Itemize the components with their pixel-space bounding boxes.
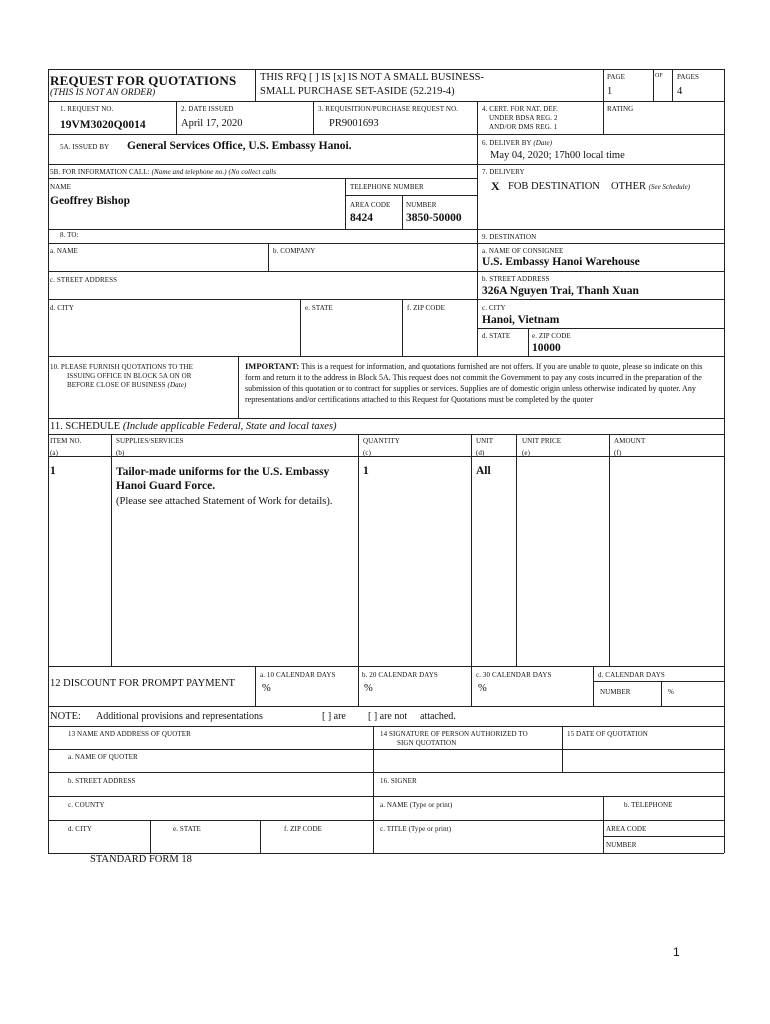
rule [300,299,301,356]
rule [48,299,724,300]
signer-phone-label: b. TELEPHONE [624,801,673,809]
telephone-label: TELEPHONE NUMBER [350,183,424,191]
col-supplies-sub: (b) [116,449,125,457]
to-street-label: c. STREET ADDRESS [50,276,118,284]
important-notice [245,361,715,405]
contact-name-label: NAME [50,183,72,191]
line-item-description: Tailor-made uniforms for the U.S. Embassy Hanoi Guard Force. [116,466,330,492]
rule [48,726,724,727]
signature-label-1: 14 SIGNATURE OF PERSON AUTHORIZED TO [380,730,528,738]
info-call-label-text: 5B. FOR INFORMATION CALL: [50,168,150,176]
contact-name: Geoffrey Bishop [50,195,130,207]
furnish-line3 [67,381,186,389]
rule [528,328,529,356]
dest-zip-label: e. ZIP CODE [532,332,571,340]
area-code: 8424 [350,212,373,224]
rule [48,418,724,419]
pages-label: PAGES [677,73,700,81]
rule [672,69,673,101]
rule [176,101,177,134]
rule [358,666,359,706]
discount-30-label: c. 30 CALENDAR DAYS [476,671,552,679]
line-item-note: (Please see attached Statement of Work for details). [116,496,333,507]
deliver-by-label-date: (Date) [533,139,553,147]
signer-area-code-label: AREA CODE [606,825,647,833]
to-state-label: e. STATE [305,304,333,312]
signer-label: 16. SIGNER [380,777,417,785]
rule [48,69,49,853]
rule [313,101,314,134]
dest-zip: 10000 [532,342,561,354]
rule [593,681,724,682]
rule [609,434,610,666]
rule [471,434,472,666]
dest-state-label: d. STATE [482,332,511,340]
important-label: IMPORTANT: [245,361,300,371]
fob-destination: FOB DESTINATION [508,181,600,192]
col-item-header: ITEM NO. [50,437,82,445]
rule [477,101,478,356]
issued-by-label: 5A. ISSUED BY [60,143,110,151]
rule [48,796,724,797]
important-text: This is a request for information, and quotations furnished are not offers. If you are unable to quote, please so indicate on this form and return it to the address in Block 5A. This request does not commit the Government to pay any costs incurred in the preparation of the submission of this quotation or to contract for supplies or services. Supplies are of domestic origin unless otherwise indicated by quoter. Any representations and/or certifications attached to this Request for Quotations must be completed by the quoter [245,362,703,404]
discount-number-label: NUMBER [600,688,631,696]
quoter-county-label: c. COUNTY [68,801,105,809]
to-zip-label: f. ZIP CODE [407,304,445,312]
to-city-label: d. CITY [50,304,75,312]
discount-label: 12 DISCOUNT FOR PROMPT PAYMENT [50,678,235,689]
page-number: 1 [607,86,613,97]
quoter-block-label: 13 NAME AND ADDRESS OF QUOTER [68,730,191,738]
cert-label-1: 4. CERT. FOR NAT. DEF. [482,105,559,113]
col-price-header: UNIT PRICE [522,437,562,445]
discount-days-label: d. CALENDAR DAYS [598,671,665,679]
col-amount-sub: (f) [614,449,622,457]
dest-street-label: b. STREET ADDRESS [482,275,550,283]
note-label: NOTE: [50,711,81,722]
rule [255,69,256,101]
signature-label-2: SIGN QUOTATION [397,739,457,747]
col-supplies-header: SUPPLIES/SERVICES [116,437,184,445]
col-amount-header: AMOUNT [614,437,646,445]
request-no: 19VM3020Q0014 [60,119,146,131]
rule [238,356,239,418]
rule [150,820,151,853]
dest-city: Hanoi, Vietnam [482,314,560,326]
rule [260,820,261,853]
rule [111,434,112,666]
note-attached: attached. [420,711,456,722]
rule [653,69,654,101]
page-footer-number: 1 [673,945,680,959]
col-qty-sub: (c) [363,449,372,457]
rule [562,726,563,772]
rule [603,836,724,837]
rule [471,666,472,706]
total-pages: 4 [677,86,683,97]
rule [516,434,517,666]
rule [268,243,269,271]
other-option-note: (See Schedule) [648,183,691,191]
deliver-by-date: May 04, 2020; 17h00 local time [490,150,625,161]
dest-street: 326A Nguyen Trai, Thanh Xuan [482,285,639,297]
rule [345,195,477,196]
request-no-label: 1. REQUEST NO. [60,105,114,113]
furnish-line1: 10. PLEASE FURNISH QUOTATIONS TO THE [50,363,194,371]
consignee-name: U.S. Embassy Hanoi Warehouse [482,256,640,268]
schedule-title [50,421,337,432]
rule [724,69,725,853]
standard-form-label: STANDARD FORM 18 [90,854,192,865]
quoter-name-label: a. NAME OF QUOTER [68,753,138,761]
rule [48,134,724,135]
rule [402,195,403,229]
to-company-label: b. COMPANY [273,247,316,255]
col-price-sub: (e) [522,449,531,457]
rule [48,243,724,244]
destination-label: 9. DESTINATION [482,233,537,241]
rule [48,706,724,707]
consignee-label: a. NAME OF CONSIGNEE [482,247,564,255]
schedule-title-text: 11. SCHEDULE [50,421,121,432]
rule [345,178,346,229]
col-qty-header: QUANTITY [363,437,400,445]
fob-checkmark: X [491,179,500,193]
signer-name-label: a. NAME (Type or print) [380,801,453,809]
date-issued-label: 2. DATE ISSUED [181,105,234,113]
furnish-line2: ISSUING OFFICE IN BLOCK 5A ON OR [67,372,192,380]
requisition-label: 3. REQUISITION/PURCHASE REQUEST NO. [318,105,459,113]
col-unit-header: UNIT [476,437,494,445]
col-item-sub: (a) [50,449,59,457]
rule [603,796,604,853]
rule [603,69,604,134]
quoter-street-label: b. STREET ADDRESS [68,777,136,785]
deliver-by-label-text: 6. DELIVER BY [482,139,532,147]
discount-number-pct: % [668,688,674,696]
form-subtitle: (THIS IS NOT AN ORDER) [50,88,156,98]
quoter-city-label: d. CITY [68,825,93,833]
page-label: PAGE [607,73,626,81]
rule [593,666,594,706]
to-label: 8. TO: [60,231,79,239]
discount-10-pct: % [262,683,271,694]
signer-title-label: c. TITLE (Type or print) [380,825,452,833]
cert-label-2: UNDER BDSA REG. 2 [489,114,558,122]
signer-number-label: NUMBER [606,841,637,849]
number-label: NUMBER [406,201,437,209]
col-unit-sub: (d) [476,449,485,457]
quotation-date-label: 15 DATE OF QUOTATION [567,730,648,738]
issued-by: General Services Office, U.S. Embassy Hanoi. [127,140,352,152]
furnish-line3-text: BEFORE CLOSE OF BUSINESS [67,381,166,389]
note-are-checkbox[interactable]: [ ] are [322,711,346,722]
quoter-zip-label: f. ZIP CODE [284,825,322,833]
area-code-label: AREA CODE [350,201,391,209]
rule [48,749,724,750]
rule [48,164,724,165]
rule [48,101,724,102]
rule [661,681,662,706]
discount-30-pct: % [478,683,487,694]
deliver-by-label [482,139,552,147]
schedule-title-note: (Include applicable Federal, State and local taxes) [122,421,337,432]
requisition-no: PR9001693 [329,118,379,129]
other-option [611,181,690,192]
furnish-line3-date: (Date) [167,381,187,389]
dest-city-label: c. CITY [482,304,506,312]
rule [48,271,724,272]
rule [477,328,724,329]
rating-label: RATING [607,105,634,113]
of-label: OF [655,73,663,79]
rfq-set-aside-line1: THIS RFQ [ ] IS [x] IS NOT A SMALL BUSINESS- [260,72,485,83]
rule [255,666,256,706]
rule [48,178,477,179]
other-option-text: OTHER [611,181,646,192]
discount-10-label: a. 10 CALENDAR DAYS [260,671,336,679]
discount-20-label: b. 20 CALENDAR DAYS [362,671,438,679]
line-item-unit: All [476,465,491,477]
rule [48,772,724,773]
delivery-label: 7. DELIVERY [482,168,525,176]
phone-number: 3850-50000 [406,212,462,224]
rule [48,434,724,435]
rule [358,434,359,666]
rfq-set-aside-line2: SMALL PURCHASE SET-ASIDE (52.219-4) [260,86,455,97]
to-name-label: a. NAME [50,247,78,255]
rule [48,69,724,70]
form-title: REQUEST FOR QUOTATIONS [50,73,237,88]
info-call-label [50,168,276,176]
date-issued: April 17, 2020 [181,118,243,129]
rule [48,356,724,357]
note-text: Additional provisions and representations [96,711,263,722]
discount-20-pct: % [364,683,373,694]
cert-label-3: AND/OR DMS REG. 1 [489,123,558,131]
quoter-state-label: e. STATE [173,825,201,833]
rule [48,456,724,457]
line-item-number: 1 [50,465,56,477]
rule [48,666,724,667]
line-item-quantity: 1 [363,465,369,477]
rule [48,229,724,230]
note-are-not-checkbox[interactable]: [ ] are not [368,711,408,722]
info-call-label-note: (Name and telephone no.) (No collect calls [151,168,277,176]
rule [402,299,403,356]
rule [373,726,374,853]
